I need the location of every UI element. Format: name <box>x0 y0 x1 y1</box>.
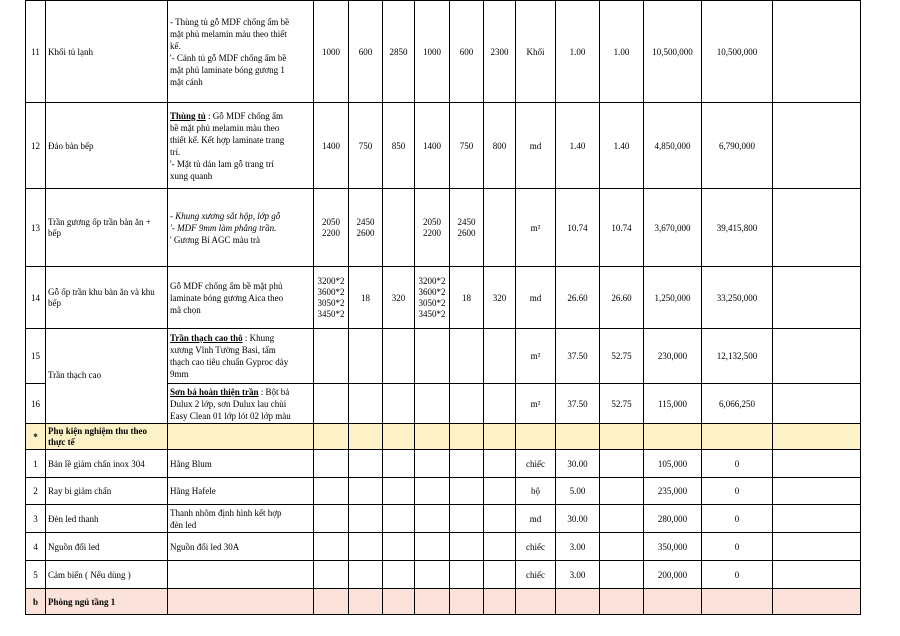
item-description: Nguồn đổi led 30A <box>168 533 314 561</box>
row-number: 13 <box>26 189 46 267</box>
item-name: Nguồn đổi led <box>46 533 168 561</box>
actual-length: 1400 <box>415 103 450 189</box>
actual-height: 2300 <box>484 1 516 103</box>
quantity-design: 30.00 <box>556 450 600 478</box>
empty-cell <box>450 384 484 424</box>
row-number: 16 <box>26 384 46 424</box>
line-total: 0 <box>702 505 773 533</box>
table-row <box>26 478 861 505</box>
row-number: 15 <box>26 329 46 384</box>
design-length: 1400 <box>314 103 349 189</box>
design-depth: 2450 2600 <box>349 189 383 267</box>
quantity-actual: 1.40 <box>600 103 644 189</box>
actual-depth: 2450 2600 <box>450 189 484 267</box>
unit: md <box>516 505 556 533</box>
table-row <box>26 1 861 103</box>
item-name: Trần gương ốp trần bàn ăn + bếp <box>46 189 168 267</box>
row-number: 2 <box>26 478 46 505</box>
quantity-actual: 1.00 <box>600 1 644 103</box>
table-row <box>26 329 861 384</box>
empty-cell <box>415 384 450 424</box>
actual-height <box>484 189 516 267</box>
quantity-design: 1.00 <box>556 1 600 103</box>
empty-cell <box>484 329 516 384</box>
quantity-actual: 52.75 <box>600 329 644 384</box>
design-depth: 600 <box>349 1 383 103</box>
unit: chiếc <box>516 450 556 478</box>
row-number: 1 <box>26 450 46 478</box>
actual-depth: 600 <box>450 1 484 103</box>
line-total: 39,415,800 <box>702 189 773 267</box>
section-number: b <box>26 589 46 615</box>
empty-cell <box>349 384 383 424</box>
quantity-actual: 52.75 <box>600 384 644 424</box>
note <box>773 329 861 384</box>
item-description: Sơn bả hoàn thiện trần : Bột bả Dulux 2 lớp, sơn Dulux lau chùi Easy Clean 01 lớp lót 02 lớp màu <box>168 384 314 424</box>
design-height: 2850 <box>383 1 415 103</box>
row-number: 12 <box>26 103 46 189</box>
unit-price: 3,670,000 <box>644 189 702 267</box>
unit-price: 105,000 <box>644 450 702 478</box>
design-height: 320 <box>383 267 415 329</box>
item-name: Đèn led thanh <box>46 505 168 533</box>
unit: md <box>516 103 556 189</box>
quotation-table <box>25 0 861 615</box>
table-row <box>26 533 861 561</box>
item-description: - Khung xương sắt hộp, lớp gỗ '- MDF 9mm làm phẳng trần. ' Gương Bỉ AGC màu trà <box>168 189 314 267</box>
quantity-design: 3.00 <box>556 561 600 589</box>
design-length: 3200*2 3600*2 3050*2 3450*2 <box>314 267 349 329</box>
quantity-actual: 10.74 <box>600 189 644 267</box>
item-description: Thanh nhôm định hình kết hợp đèn led <box>168 505 314 533</box>
item-description: Thùng tủ : Gỗ MDF chống ẩm bề mặt phủ melamin màu theo thiết kế. Kết hợp laminate trang trí. '- Mặt tủ dán lam gỗ trang trí xung quanh <box>168 103 314 189</box>
quantity-design: 3.00 <box>556 533 600 561</box>
unit: m² <box>516 384 556 424</box>
table-row <box>26 103 861 189</box>
line-total: 33,250,000 <box>702 267 773 329</box>
unit-price: 115,000 <box>644 384 702 424</box>
item-description: Hãng Blum <box>168 450 314 478</box>
design-height: 850 <box>383 103 415 189</box>
empty-cell <box>415 329 450 384</box>
design-height <box>383 189 415 267</box>
unit: md <box>516 267 556 329</box>
row-number: 11 <box>26 1 46 103</box>
empty-cell <box>349 329 383 384</box>
unit-price: 200,000 <box>644 561 702 589</box>
row-number: 14 <box>26 267 46 329</box>
note <box>773 267 861 329</box>
design-length: 2050 2200 <box>314 189 349 267</box>
line-total: 10,500,000 <box>702 1 773 103</box>
section-header-bedroom <box>26 589 861 615</box>
item-description <box>168 561 314 589</box>
item-name: Cảm biến ( Nếu dùng ) <box>46 561 168 589</box>
quantity-design: 37.50 <box>556 384 600 424</box>
section-title: Phụ kiện nghiệm thu theo thực tế <box>46 424 168 450</box>
design-depth: 750 <box>349 103 383 189</box>
empty-cell <box>314 384 349 424</box>
empty-cell <box>383 384 415 424</box>
unit-price: 280,000 <box>644 505 702 533</box>
line-total: 12,132,500 <box>702 329 773 384</box>
item-description: Hãng Hafele <box>168 478 314 505</box>
note <box>773 189 861 267</box>
unit-price: 1,250,000 <box>644 267 702 329</box>
table-row <box>26 505 861 533</box>
unit: m² <box>516 329 556 384</box>
quantity-design: 30.00 <box>556 505 600 533</box>
empty-cell <box>314 329 349 384</box>
section-number: * <box>26 424 46 450</box>
quantity-actual: 26.60 <box>600 267 644 329</box>
empty-cell <box>383 329 415 384</box>
line-total: 0 <box>702 533 773 561</box>
table-row <box>26 189 861 267</box>
note <box>773 384 861 424</box>
actual-depth: 18 <box>450 267 484 329</box>
unit: chiếc <box>516 533 556 561</box>
row-number: 4 <box>26 533 46 561</box>
item-name: Bản lề giảm chấn inox 304 <box>46 450 168 478</box>
quantity-design: 5.00 <box>556 478 600 505</box>
unit-price: 10,500,000 <box>644 1 702 103</box>
note <box>773 1 861 103</box>
item-name: Khối tủ lạnh <box>46 1 168 103</box>
item-name: Gỗ ốp trần khu bàn ăn và khu bếp <box>46 267 168 329</box>
design-length: 1000 <box>314 1 349 103</box>
quantity-design: 37.50 <box>556 329 600 384</box>
table-row <box>26 450 861 478</box>
unit: chiếc <box>516 561 556 589</box>
unit: m² <box>516 189 556 267</box>
note <box>773 103 861 189</box>
item-name: Trần thạch cao <box>46 329 168 424</box>
row-number: 5 <box>26 561 46 589</box>
actual-length: 1000 <box>415 1 450 103</box>
item-description: Gỗ MDF chống ẩm bề mặt phủ laminate bóng gương Aica theo mã chọn <box>168 267 314 329</box>
row-number: 3 <box>26 505 46 533</box>
quantity-design: 10.74 <box>556 189 600 267</box>
section-title: Phòng ngủ tầng 1 <box>46 589 168 615</box>
actual-height: 800 <box>484 103 516 189</box>
table-row <box>26 561 861 589</box>
item-name: Đảo bàn bếp <box>46 103 168 189</box>
unit-price: 235,000 <box>644 478 702 505</box>
empty-cell <box>484 384 516 424</box>
line-total: 0 <box>702 478 773 505</box>
actual-length: 2050 2200 <box>415 189 450 267</box>
unit-price: 4,850,000 <box>644 103 702 189</box>
unit: Khối <box>516 1 556 103</box>
line-total: 0 <box>702 561 773 589</box>
unit-price: 230,000 <box>644 329 702 384</box>
actual-height: 320 <box>484 267 516 329</box>
quantity-design: 26.60 <box>556 267 600 329</box>
actual-depth: 750 <box>450 103 484 189</box>
quantity-design: 1.40 <box>556 103 600 189</box>
design-depth: 18 <box>349 267 383 329</box>
actual-length: 3200*2 3600*2 3050*2 3450*2 <box>415 267 450 329</box>
item-description: - Thùng tủ gỗ MDF chống ẩm bề mặt phủ melamin màu theo thiết kế. '- Cánh tủ gỗ MDF chống ẩm bề mặt phủ laminate bóng gương 1 mặt cánh <box>168 1 314 103</box>
table-row <box>26 267 861 329</box>
section-header-accessories <box>26 424 861 450</box>
unit: bộ <box>516 478 556 505</box>
line-total: 6,066,250 <box>702 384 773 424</box>
line-total: 0 <box>702 450 773 478</box>
empty-cell <box>450 329 484 384</box>
item-name: Ray bi giảm chấn <box>46 478 168 505</box>
item-description: Trần thạch cao thô : Khung xương Vĩnh Tường Basi, tấm thạch cao tiêu chuẩn Gyproc dày 9mm <box>168 329 314 384</box>
line-total: 6,790,000 <box>702 103 773 189</box>
unit-price: 350,000 <box>644 533 702 561</box>
